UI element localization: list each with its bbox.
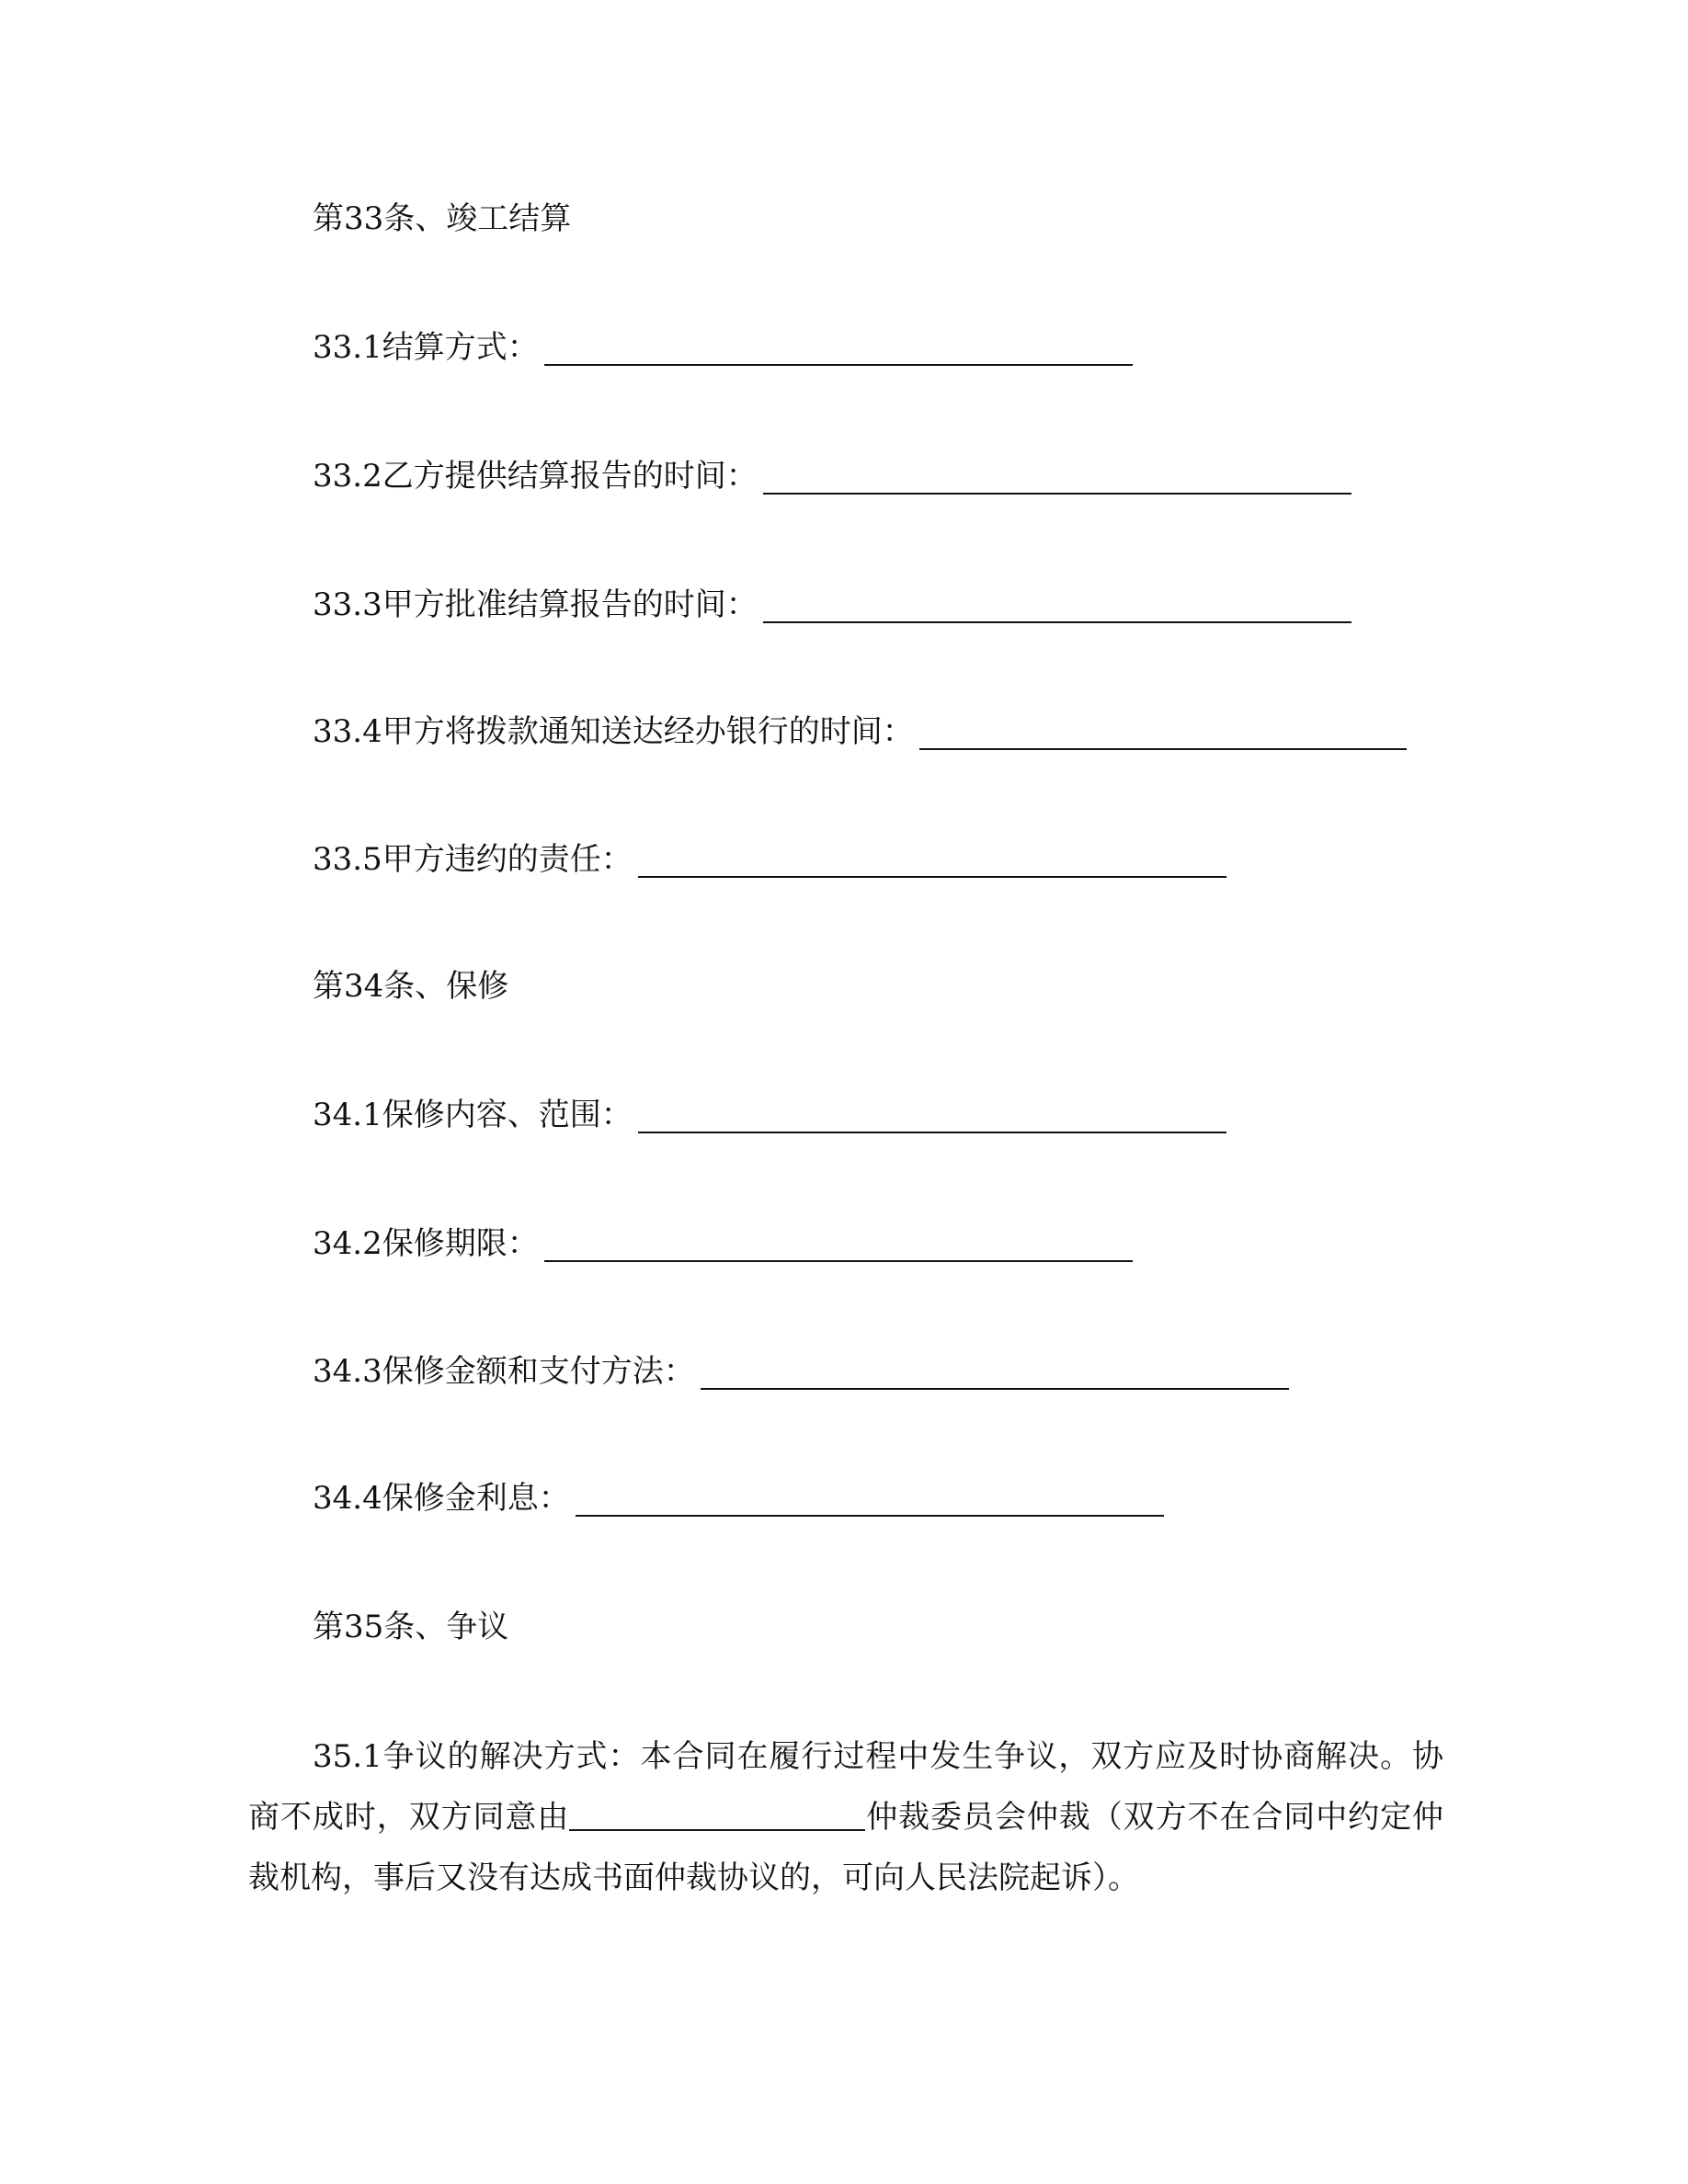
clause-label: 34.1保修内容、范围：: [313, 1097, 633, 1133]
clause-label: 33.5甲方违约的责任：: [313, 841, 633, 878]
clause-label: 34.3保修金额和支付方法：: [313, 1353, 695, 1390]
clause-label: 34.4保修金利息：: [313, 1480, 570, 1517]
clause-label: 33.2乙方提供结算报告的时间：: [313, 458, 758, 495]
article-35-heading-text: 第35条、争议: [313, 1609, 509, 1645]
clause-label: 33.4甲方将拨款通知送达经办银行的时间：: [313, 713, 914, 750]
article-35-heading: [313, 1609, 508, 1645]
article-34-heading-text: 第34条、保修: [313, 968, 509, 1005]
clause-33-3: [313, 586, 1352, 623]
clause-34-1: [313, 1097, 1226, 1133]
clause-33-2: [313, 458, 1352, 495]
article-33-heading: [313, 200, 571, 237]
clause-34-2: [313, 1225, 1133, 1262]
fill-in-blank[interactable]: [701, 1355, 1289, 1390]
clause-35-1-text-part2: 仲裁委员会仲裁（双方不在合同中约定仲裁机构，事后又没有达成书面仲裁协议的，可向人民法院起诉）。: [248, 1799, 1444, 1896]
fill-in-blank[interactable]: [919, 715, 1407, 750]
clause-label: 33.1结算方式：: [313, 329, 539, 366]
clause-33-1: [313, 329, 1133, 366]
fill-in-blank[interactable]: [544, 1227, 1133, 1262]
fill-in-blank[interactable]: [544, 331, 1133, 366]
clause-label: 34.2保修期限：: [313, 1225, 539, 1262]
clause-35-1-text-part1: 35.1争议的解决方式：本合同在履行过程中发生争议，双方应及时协商解决。协商不成时，双方同意由: [248, 1738, 1443, 1836]
clause-34-4: [313, 1480, 1164, 1517]
clause-label: 33.3甲方批准结算报告的时间：: [313, 586, 758, 623]
clause-33-5: [313, 841, 1226, 878]
clause-34-3: [313, 1353, 1289, 1390]
fill-in-blank[interactable]: [763, 588, 1352, 623]
fill-in-blank[interactable]: [763, 460, 1352, 495]
clause-35-1-paragraph: [248, 1726, 1443, 1908]
fill-in-blank[interactable]: [576, 1482, 1164, 1517]
article-34-heading: [313, 968, 508, 1005]
article-33-heading-text: 第33条、竣工结算: [313, 200, 572, 237]
fill-in-blank[interactable]: [638, 1098, 1226, 1133]
arbitration-commission-blank[interactable]: [569, 1800, 865, 1831]
clause-33-4: [313, 713, 1407, 750]
fill-in-blank[interactable]: [638, 843, 1226, 878]
